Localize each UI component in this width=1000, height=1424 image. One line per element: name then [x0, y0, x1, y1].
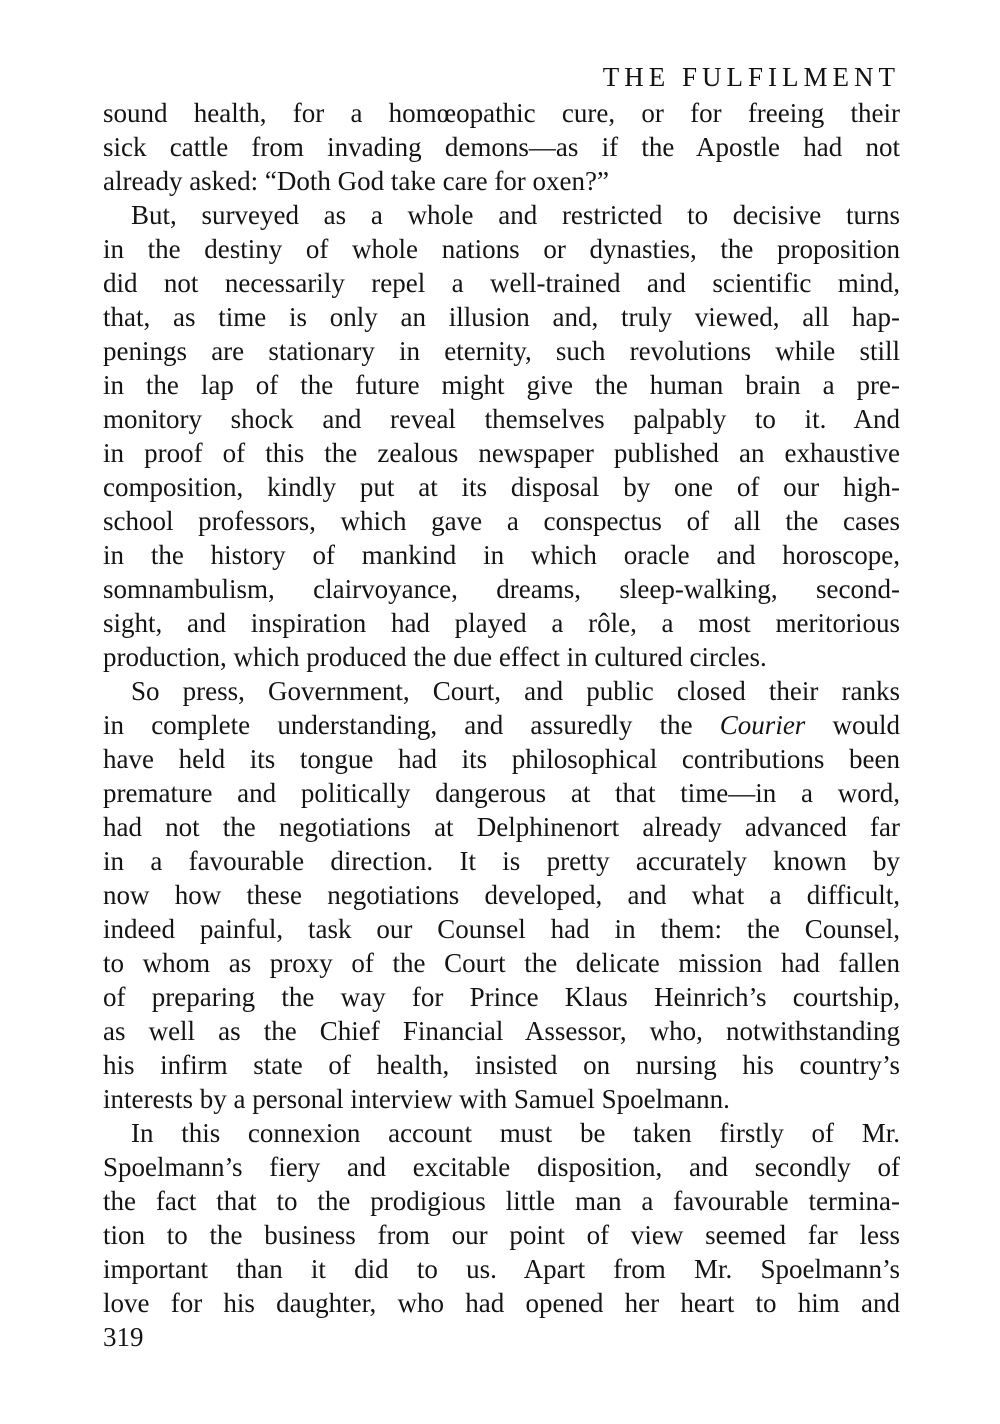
text-line: composition, kindly put at its disposal by one of our high- — [103, 472, 900, 502]
text-line: his infirm state of health, insisted on nursing his country’s — [103, 1050, 900, 1080]
text-line: sick cattle from invading demons—as if the Apostle had not — [103, 132, 900, 162]
text-line: love for his daughter, who had opened her heart to him and — [103, 1288, 900, 1318]
text-line: in complete understanding, and assuredly the Courier would — [103, 710, 900, 740]
paragraph — [103, 96, 900, 198]
book-page — [103, 60, 900, 1354]
text-line: premature and politically dangerous at that time—in a word, — [103, 778, 900, 808]
text-line: in proof of this the zealous newspaper published an exhaustive — [103, 438, 900, 468]
text-line: now how these negotiations developed, and what a difficult, — [103, 880, 900, 910]
text-line: school professors, which gave a conspectus of all the cases — [103, 506, 900, 536]
body-text — [103, 96, 900, 1320]
paragraph — [103, 1116, 900, 1320]
text-line: in the history of mankind in which oracle and horoscope, — [103, 540, 900, 570]
paragraph — [103, 674, 900, 1116]
text-line: But, surveyed as a whole and restricted to decisive turns — [131, 200, 900, 230]
text-line: to whom as proxy of the Court the delicate mission had fallen — [103, 948, 900, 978]
text-line: So press, Government, Court, and public closed their ranks — [131, 676, 900, 706]
text-line: somnambulism, clairvoyance, dreams, sleep-walking, second- — [103, 574, 900, 604]
text-line: of preparing the way for Prince Klaus Heinrich’s courtship, — [103, 982, 900, 1012]
running-head: THE FULFILMENT — [602, 62, 900, 92]
text-line: production, which produced the due effect in cultured circles. — [103, 642, 767, 672]
text-line: that, as time is only an illusion and, truly viewed, all hap- — [103, 302, 900, 332]
text-line: did not necessarily repel a well-trained and scientific mind, — [103, 268, 900, 298]
text-line: sight, and inspiration had played a rôle, a most meritorious — [103, 608, 900, 638]
text-line: in a favourable direction. It is pretty accurately known by — [103, 846, 900, 876]
text-line: in the lap of the future might give the human brain a pre- — [103, 370, 900, 400]
text-line: the fact that to the prodigious little man a favourable termina- — [103, 1186, 900, 1216]
text-line: indeed painful, task our Counsel had in them: the Counsel, — [103, 914, 900, 944]
text-line: tion to the business from our point of view seemed far less — [103, 1220, 900, 1250]
italic-title: Courier — [719, 710, 806, 740]
page-number: 319 — [103, 1322, 144, 1352]
text-line: have held its tongue had its philosophical contributions been — [103, 744, 900, 774]
text-line: important than it did to us. Apart from Mr. Spoelmann’s — [103, 1254, 900, 1284]
text-line: had not the negotiations at Delphinenort already advanced far — [103, 812, 900, 842]
text-line: penings are stationary in eternity, such revolutions while still — [103, 336, 900, 366]
text-line: In this connexion account must be taken firstly of Mr. — [131, 1118, 900, 1148]
text-line: sound health, for a homœopathic cure, or for freeing their — [103, 98, 900, 128]
text-line: already asked: “Doth God take care for oxen?” — [103, 166, 609, 196]
text-line: in the destiny of whole nations or dynasties, the proposition — [103, 234, 900, 264]
text-line: interests by a personal interview with Samuel Spoelmann. — [103, 1084, 730, 1114]
text-line: Spoelmann’s fiery and excitable disposition, and secondly of — [103, 1152, 900, 1182]
text-line: as well as the Chief Financial Assessor, who, notwithstanding — [103, 1016, 900, 1046]
paragraph — [103, 198, 900, 674]
text-line: monitory shock and reveal themselves palpably to it. And — [103, 404, 900, 434]
